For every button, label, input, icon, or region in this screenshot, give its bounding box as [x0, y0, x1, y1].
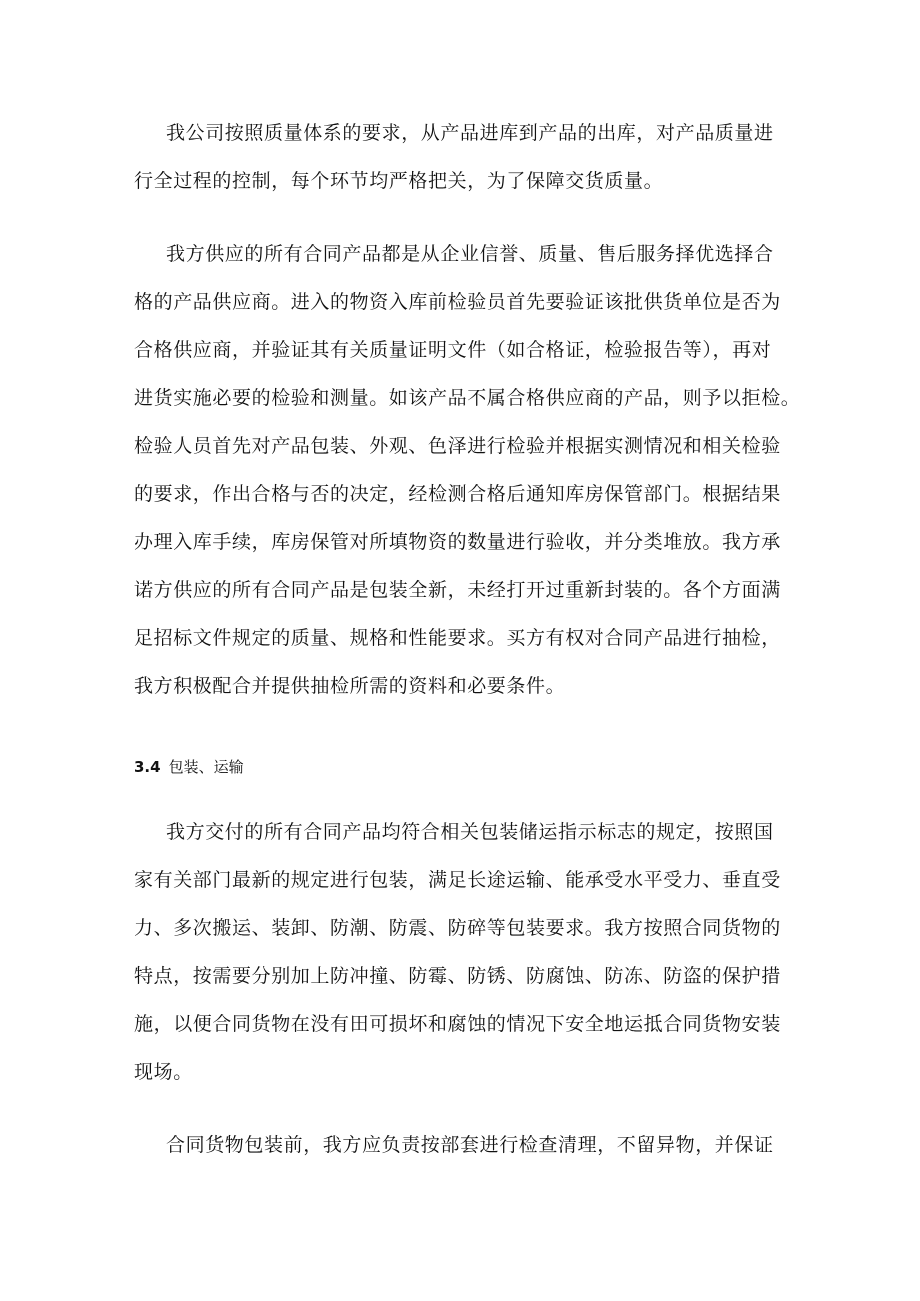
paragraph-2-line-8: 诺方供应的所有合同产品是包装全新，未经打开过重新封装的。各个方面满 [134, 579, 781, 601]
paragraph-3-line-3: 力、多次搬运、装卸、防潮、防震、防碎等包装要求。我方按照合同货物的 [134, 917, 781, 939]
section-number: 3.4 [134, 758, 161, 776]
paragraph-3-line-4: 特点，按需要分别加上防冲撞、防霉、防锈、防腐蚀、防冻、防盗的保护措 [134, 965, 781, 987]
paragraph-3-line-1: 我方交付的所有合同产品均符合相关包装储运指示标志的规定，按照国 [166, 821, 774, 843]
paragraph-2-line-10: 我方积极配合并提供抽检所需的资料和必要条件。 [134, 675, 566, 697]
paragraph-2-line-5: 检验人员首先对产品包装、外观、色泽进行检验并根据实测情况和相关检验 [134, 435, 781, 457]
paragraph-3-line-2: 家有关部门最新的规定进行包装，满足长途运输、能承受水平受力、垂直受 [134, 869, 781, 891]
paragraph-2-line-7: 办理入库手续，库房保管对所填物资的数量进行验收，并分类堆放。我方承 [134, 531, 781, 553]
paragraph-2-line-1: 我方供应的所有合同产品都是从企业信誉、质量、售后服务择优选择合 [166, 243, 774, 265]
section-title: 包装、运输 [168, 758, 244, 776]
paragraph-2-line-9: 足招标文件规定的质量、规格和性能要求。买方有权对合同产品进行抽检， [134, 627, 781, 649]
paragraph-2-line-6: 的要求，作出合格与否的决定，经检测合格后通知库房保管部门。根据结果 [134, 483, 781, 505]
paragraph-1-line-1: 我公司按照质量体系的要求，从产品进库到产品的出库，对产品质量进 [166, 122, 774, 144]
section-heading [134, 756, 244, 778]
paragraph-1-line-2: 行全过程的控制，每个环节均严格把关，为了保障交货质量。 [134, 170, 664, 192]
paragraph-2-line-2: 格的产品供应商。进入的物资入库前检验员首先要验证该批供货单位是否为 [134, 291, 781, 313]
paragraph-4-line-1: 合同货物包装前，我方应负责按部套进行检查清理，不留异物，并保证 [166, 1134, 774, 1156]
paragraph-3-line-6: 现场。 [134, 1061, 193, 1083]
paragraph-3-line-5: 施，以便合同货物在没有田可损坏和腐蚀的情况下安全地运抵合同货物安装 [134, 1013, 781, 1035]
paragraph-2-line-3: 合格供应商，并验证其有关质量证明文件（如合格证，检验报告等），再对 [134, 339, 772, 361]
paragraph-2-line-4: 进货实施必要的检验和测量。如该产品不属合格供应商的产品，则予以拒检。 [134, 387, 801, 409]
